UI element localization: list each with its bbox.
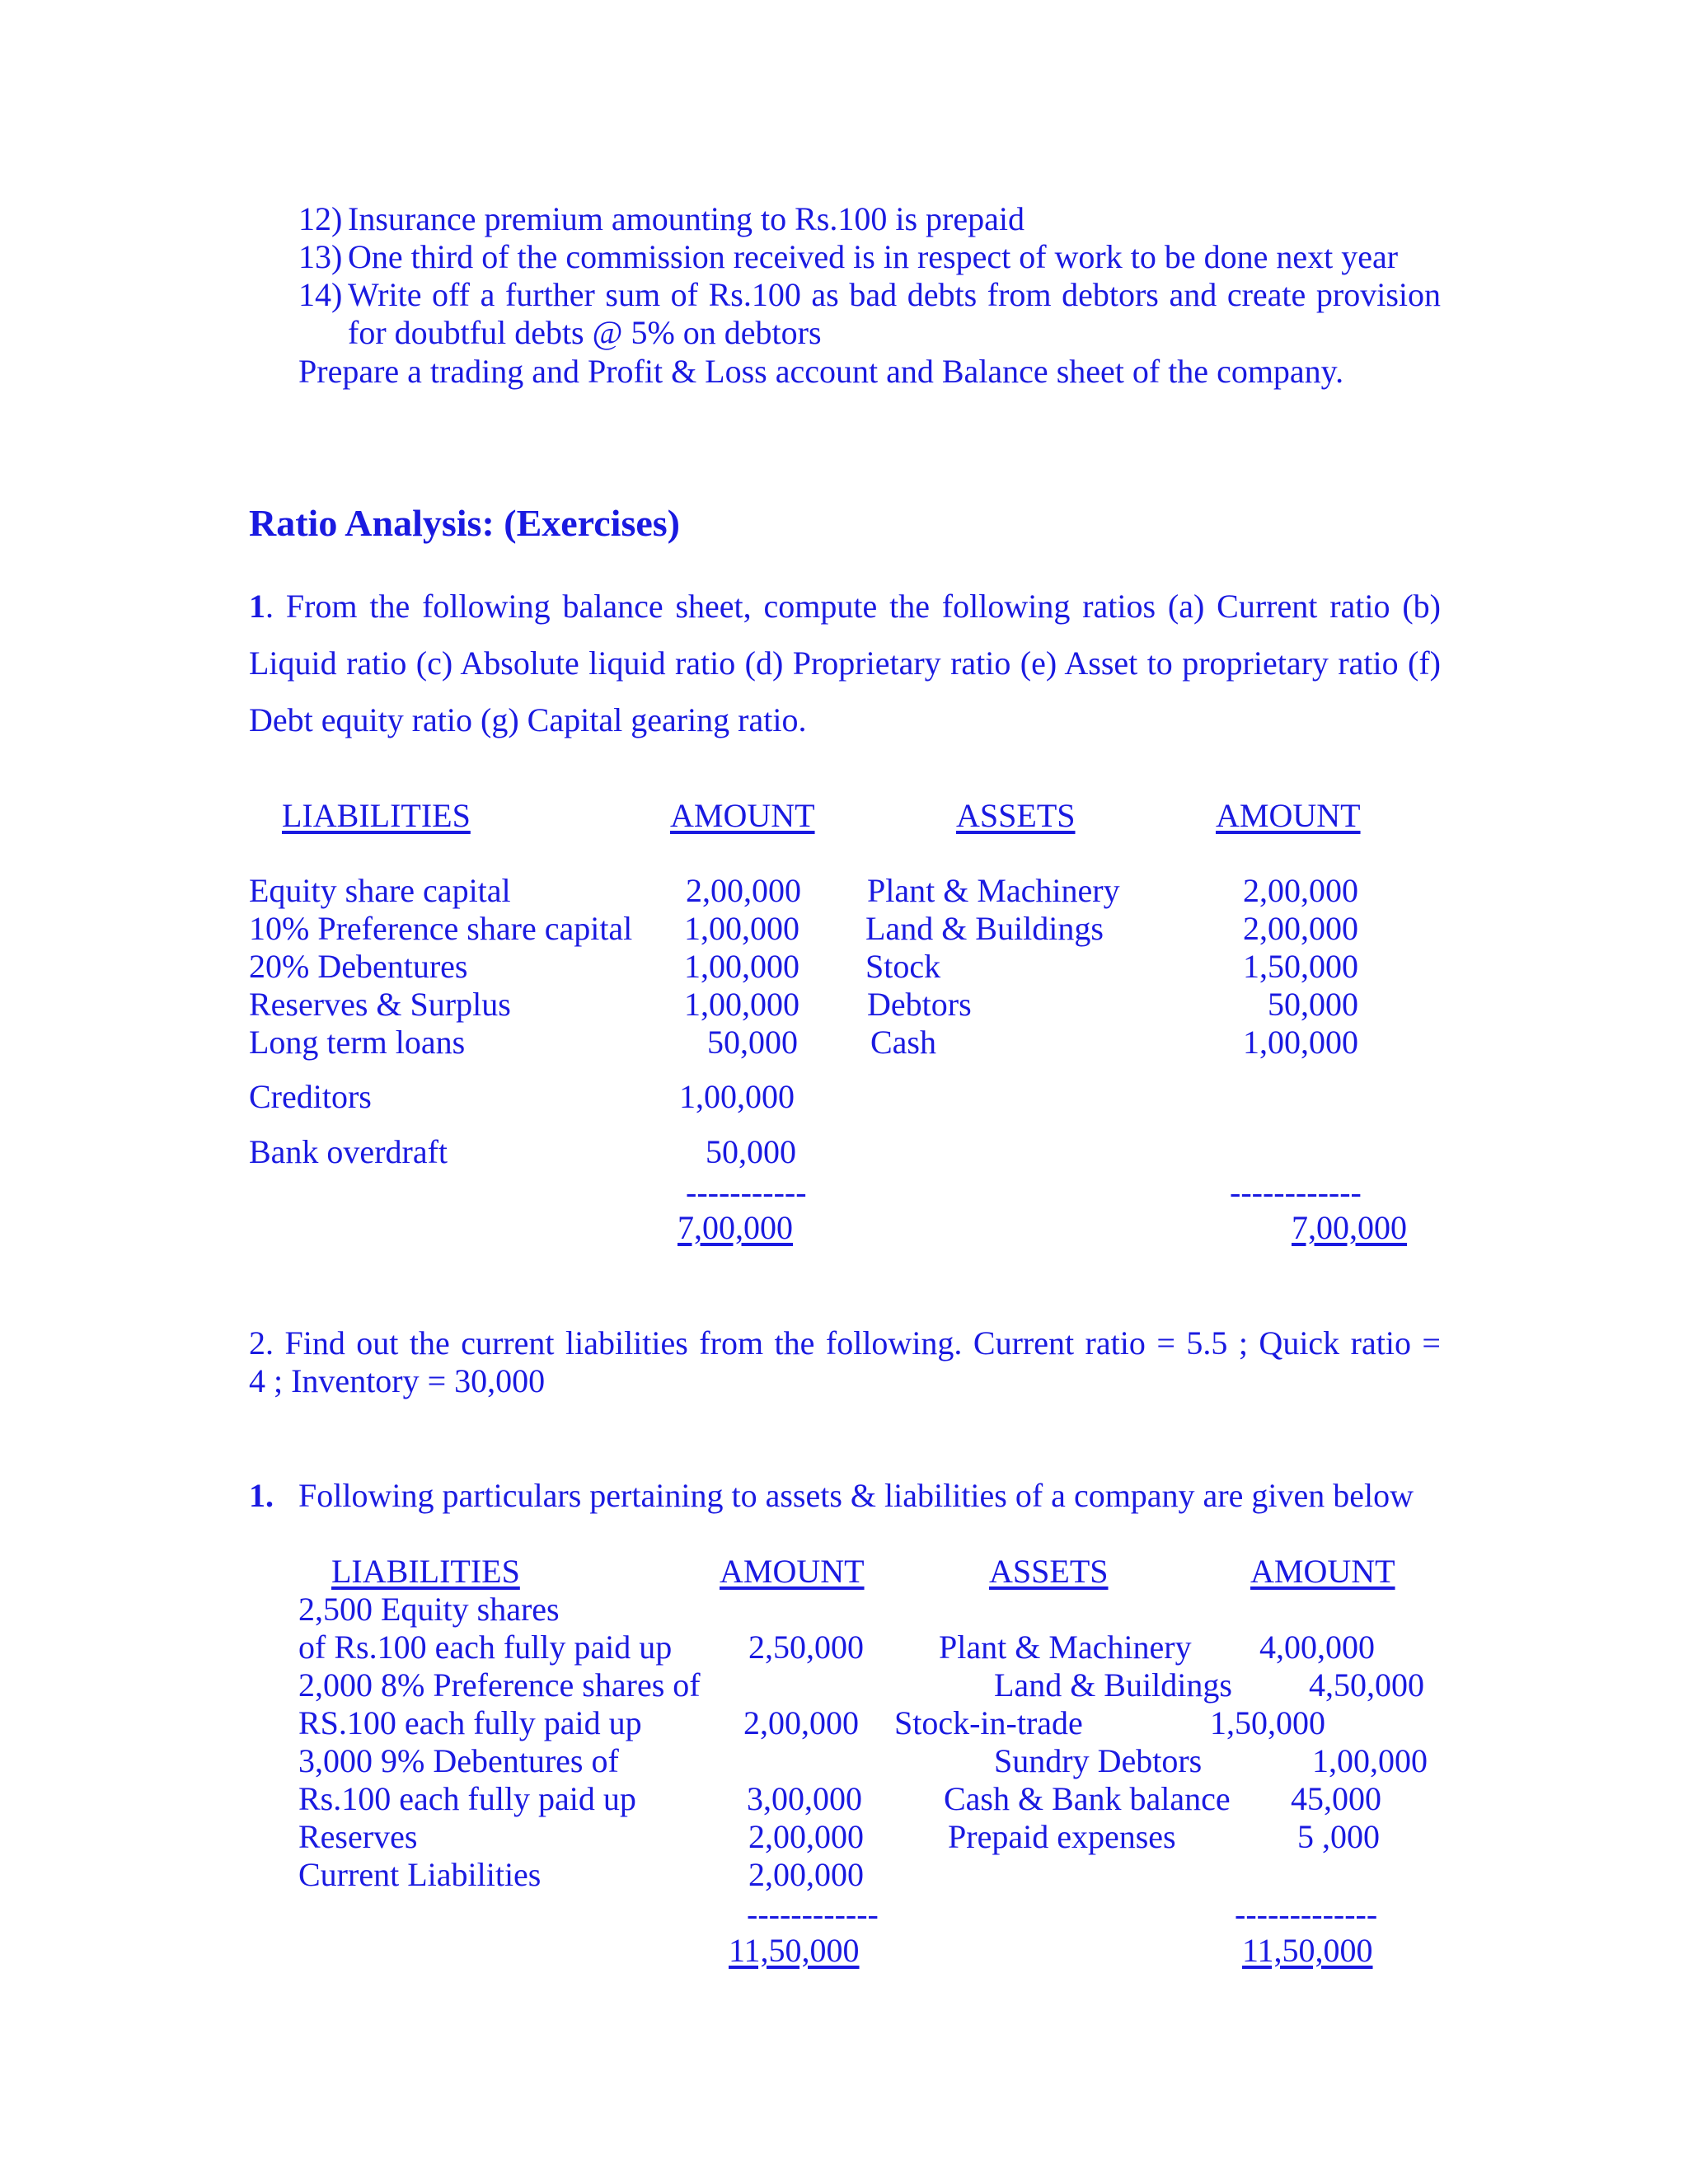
q1-asset-label: Plant & Machinery bbox=[867, 872, 1120, 909]
q1-asset-amount: 50,000 bbox=[1268, 986, 1358, 1023]
q1-asset-label: Cash bbox=[870, 1024, 936, 1061]
q3-assets-header: ASSETS bbox=[989, 1553, 1109, 1590]
q1-amount-header-left: AMOUNT bbox=[670, 797, 815, 834]
q3-liability-line: Rs.100 each fully paid up bbox=[298, 1780, 636, 1817]
q1-liability-label: Reserves & Surplus bbox=[249, 986, 511, 1023]
q3-asset-label: Land & Buildings bbox=[994, 1666, 1232, 1704]
q1-line-3: Debt equity ratio (g) Capital gearing ratio. bbox=[249, 701, 807, 738]
q1-liability-label: Creditors bbox=[249, 1078, 372, 1115]
q3-asset-amount: 45,000 bbox=[1291, 1780, 1381, 1817]
q3-asset-label: Prepaid expenses bbox=[948, 1818, 1176, 1855]
q3-liabilities-header: LIABILITIES bbox=[331, 1553, 520, 1590]
q3-amount-header-left: AMOUNT bbox=[720, 1553, 865, 1590]
q1-liabilities-header: LIABILITIES bbox=[282, 797, 471, 834]
q2-line-1: 2. Find out the current liabilities from the following. Current ratio = 5.5 ; Quick ratio = bbox=[249, 1324, 1441, 1361]
q3-number: 1. bbox=[249, 1477, 274, 1514]
section-heading: Ratio Analysis: (Exercises) bbox=[249, 502, 681, 544]
intro-item-13-text: One third of the commission received is in respect of work to be done next year bbox=[348, 238, 1399, 275]
q3-asset-amount: 5 ,000 bbox=[1297, 1818, 1380, 1855]
q1-total-left: 7,00,000 bbox=[678, 1209, 793, 1246]
q3-liability-line: Current Liabilities bbox=[298, 1856, 542, 1893]
q3-total-right: 11,50,000 bbox=[1242, 1932, 1373, 1969]
q1-total-right: 7,00,000 bbox=[1292, 1209, 1407, 1246]
q1-liability-amount: 2,00,000 bbox=[686, 872, 801, 909]
q3-asset-label: Stock-in-trade bbox=[894, 1704, 1083, 1741]
q3-total-left: 11,50,000 bbox=[729, 1932, 860, 1969]
q3-asset-amount: 4,00,000 bbox=[1259, 1629, 1375, 1666]
q3-liability-amount: 2,00,000 bbox=[743, 1704, 859, 1741]
prepare-instruction: Prepare a trading and Profit & Loss account and Balance sheet of the company. bbox=[298, 353, 1344, 390]
q1-line-1: . From the following balance sheet, compute the following ratios (a) Current ratio (b) bbox=[265, 588, 1441, 625]
q3-total-separator-right: ------------- bbox=[1235, 1896, 1378, 1933]
q3-asset-amount: 1,00,000 bbox=[1312, 1742, 1428, 1779]
q1-liability-label: 10% Preference share capital bbox=[249, 910, 633, 947]
q3-total-separator-left: ------------ bbox=[747, 1896, 879, 1933]
intro-item-12-number: 12) bbox=[298, 200, 343, 237]
q1-liability-amount: 1,00,000 bbox=[684, 986, 799, 1023]
q3-liability-amount: 2,50,000 bbox=[748, 1629, 864, 1666]
q1-liability-amount: 1,00,000 bbox=[684, 910, 799, 947]
intro-item-14-continuation: for doubtful debts @ 5% on debtors bbox=[348, 314, 822, 351]
q1-amount-header-right: AMOUNT bbox=[1216, 797, 1361, 834]
q3-liability-line: 3,000 9% Debentures of bbox=[298, 1742, 619, 1779]
q1-assets-header: ASSETS bbox=[956, 797, 1076, 834]
q3-asset-label: Cash & Bank balance bbox=[944, 1780, 1231, 1817]
q1-liability-amount: 1,00,000 bbox=[684, 948, 799, 985]
q1-asset-amount: 1,50,000 bbox=[1243, 948, 1358, 985]
q3-asset-amount: 4,50,000 bbox=[1309, 1666, 1424, 1704]
q1-asset-amount: 1,00,000 bbox=[1243, 1024, 1358, 1061]
q1-liability-amount: 50,000 bbox=[706, 1133, 796, 1170]
q1-line-2: Liquid ratio (c) Absolute liquid ratio (d) Proprietary ratio (e) Asset to proprietary ratio (f) bbox=[249, 644, 1441, 682]
q3-liability-line: of Rs.100 each fully paid up bbox=[298, 1629, 673, 1666]
q1-asset-amount: 2,00,000 bbox=[1243, 910, 1358, 947]
q3-liability-line: RS.100 each fully paid up bbox=[298, 1704, 642, 1741]
q3-liability-line: 2,000 8% Preference shares of bbox=[298, 1666, 701, 1704]
q1-liability-label: Long term loans bbox=[249, 1024, 466, 1061]
q1-liability-label: Bank overdraft bbox=[249, 1133, 448, 1170]
intro-item-14-text: Write off a further sum of Rs.100 as bad debts from debtors and create provision bbox=[348, 276, 1441, 313]
q1-asset-label: Land & Buildings bbox=[865, 910, 1104, 947]
q1-asset-label: Stock bbox=[865, 948, 941, 985]
q3-text: Following particulars pertaining to assets & liabilities of a company are given below bbox=[298, 1477, 1414, 1514]
intro-item-14-number: 14) bbox=[298, 276, 343, 313]
q1-asset-label: Debtors bbox=[867, 986, 972, 1023]
q1-liability-amount: 1,00,000 bbox=[679, 1078, 795, 1115]
intro-item-13-number: 13) bbox=[298, 238, 343, 275]
q1-number: 1 bbox=[249, 588, 265, 625]
q2-line-2: 4 ; Inventory = 30,000 bbox=[249, 1362, 546, 1399]
q1-total-separator-right: ------------ bbox=[1230, 1174, 1362, 1211]
q1-total-separator-left: ----------- bbox=[686, 1174, 807, 1211]
q3-liability-amount: 2,00,000 bbox=[748, 1856, 864, 1893]
q1-asset-amount: 2,00,000 bbox=[1243, 872, 1358, 909]
q3-asset-label: Sundry Debtors bbox=[994, 1742, 1203, 1779]
q3-liability-amount: 3,00,000 bbox=[747, 1780, 862, 1817]
intro-item-12-text: Insurance premium amounting to Rs.100 is prepaid bbox=[348, 200, 1025, 237]
q1-liability-label: 20% Debentures bbox=[249, 948, 468, 985]
q3-liability-line: Reserves bbox=[298, 1818, 418, 1855]
q1-liability-label: Equity share capital bbox=[249, 872, 511, 909]
q3-asset-amount: 1,50,000 bbox=[1210, 1704, 1325, 1741]
q3-amount-header-right: AMOUNT bbox=[1250, 1553, 1395, 1590]
q3-liability-amount: 2,00,000 bbox=[748, 1818, 864, 1855]
q3-liability-line: 2,500 Equity shares bbox=[298, 1591, 560, 1628]
q1-liability-amount: 50,000 bbox=[707, 1024, 798, 1061]
q3-asset-label: Plant & Machinery bbox=[939, 1629, 1192, 1666]
